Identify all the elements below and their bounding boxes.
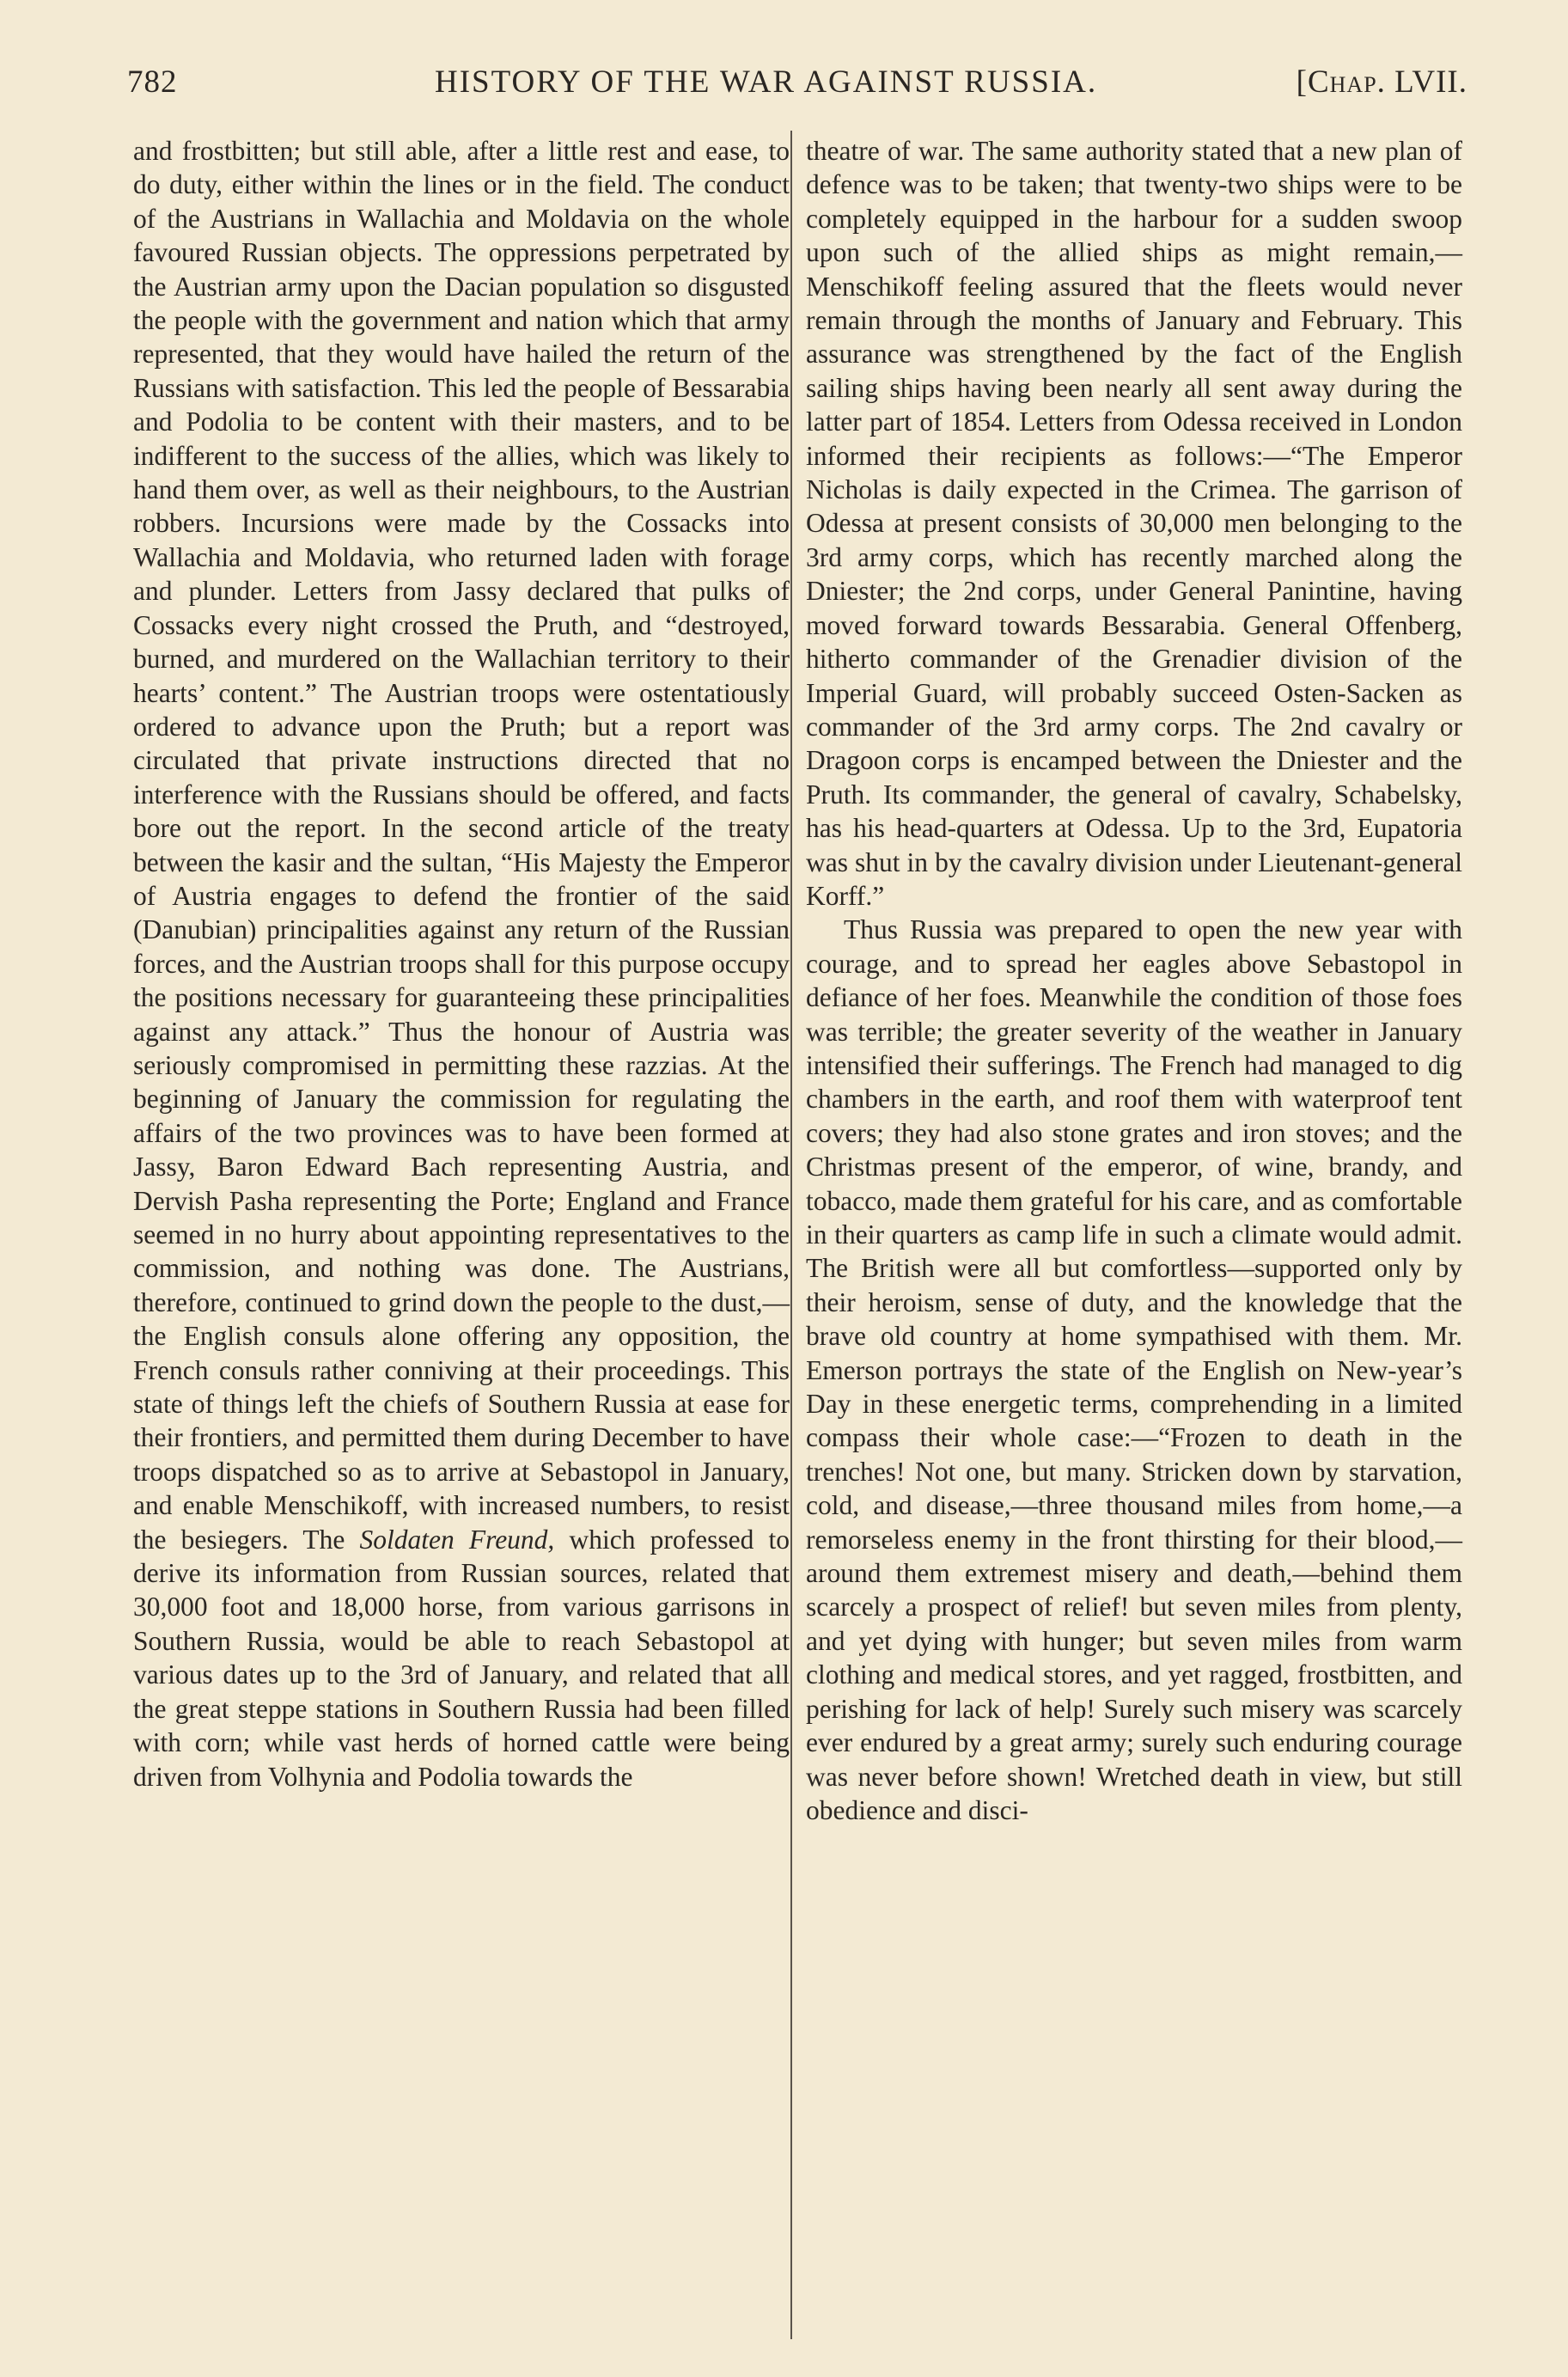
column-divider xyxy=(790,131,792,2339)
left-column xyxy=(133,134,790,1793)
chapter-reference: [Chap. LVII. xyxy=(1296,64,1467,100)
right-paragraph-1: theatre of war. The same authority stated that a new plan of defence was to be taken; that twenty-two ships were to be completely equipped in the harbour for a sudden swoop upon such of the allied ships as might remain,—Menschikoff feeling assured that the fleets would never remain through the months of January and February. This assurance was strengthened by the fact of the English sailing ships having been nearly all sent away during the latter part of 1854. Letters from Odessa received in London informed their recipients as follows:—“The Emperor Nicholas is daily expected in the Crimea. The garrison of Odessa at present consists of 30,000 men belonging to the 3rd army corps, which has recently marched along the Dniester; the 2nd corps, under General Panintine, having moved forward towards Bessarabia. General Offenberg, hitherto commander of the Grenadier division of the Imperial Guard, will probably succeed Osten-Sacken as commander of the 3rd army corps. The 2nd cavalry or Dragoon corps is encamped between the Dniester and the Pruth. Its commander, the general of cavalry, Schabelsky, has his head-quarters at Odessa. Up to the 3rd, Eupatoria was shut in by the cavalry division under Lieutenant-general Korff.” xyxy=(806,136,1462,911)
page-header xyxy=(127,57,1467,117)
newspaper-title: Soldaten Freund, xyxy=(359,1524,555,1555)
right-paragraph-2: Thus Russia was prepared to open the new year with courage, and to spread her eagles above Sebastopol in defiance of her foes. Meanwhile the condition of those foes was terrible; the greater severity of the weather in January intensified their sufferings. The French had managed to dig chambers in the earth, and roof them with waterproof tent covers; they had also stone grates and iron stoves; and the Christmas present of the emperor, of wine, brandy, and tobacco, made them grateful for his care, and as comfortable in their quarters as camp life in such a climate would admit. The British were all but comfortless—supported only by their heroism, sense of duty, and the knowledge that the brave old country at home sympathised with them. Mr. Emerson portrays the state of the English on New-year’s Day in these energetic terms, comprehending in a limited compass their whole case:—“Frozen to death in the trenches! Not one, but many. Stricken down by starvation, cold, and disease,—three thousand miles from home,—a remorseless enemy in the front thirsting for their blood,—around them extremest misery and death,—behind them scarcely a prospect of relief! but seven miles from plenty, and yet dying with hunger; but seven miles from warm clothing and medical stores, and yet ragged, frostbitten, and perishing for lack of help! Surely such misery was scarcely ever endured by a great army; surely such enduring courage was never before shown! Wretched death in view, but still obedience and disci- xyxy=(806,914,1462,1825)
page-number: 782 xyxy=(127,64,178,100)
left-text-part-1: and frostbitten; but still able, after a little rest and ease, to do duty, either within the lines or in the field. The conduct of the Austrians in Wallachia and Moldavia on the whole favoured Russian objects. The oppressions perpetrated by the Austrian army upon the Dacian population so disgusted the people with the government and nation which that army represented, that they would have hailed the return of the Russians with satisfaction. This led the people of Bessarabia and Podolia to be content with their masters, and to be indifferent to the success of the allies, which was likely to hand them over, as well as their neighbours, to the Austrian robbers. Incursions were made by the Cossacks into Wallachia and Moldavia, who returned laden with forage and plunder. Letters from Jassy declared that pulks of Cossacks every night crossed the Pruth, and “destroyed, burned, and murdered on the Wallachian territory to their hearts’ content.” The Austrian troops were ostentatiously ordered to advance upon the Pruth; but a report was circulated that private instructions directed that no interference with the Russians should be offered, and facts bore out the report. In the second article of the treaty between the kasir and the sultan, “His Majesty the Emperor of Austria engages to defend the frontier of the said (Danubian) principalities against any return of the Russian forces, and the Austrian troops shall for this purpose occupy the positions necessary for guaranteeing these principalities against any attack.” Thus the honour of Austria was seriously compromised in permitting these razzias. At the beginning of January the commission for regulating the affairs of the two provinces was to have been formed at Jassy, Baron Edward Bach representing Austria, and Dervish Pasha representing the Porte; England and France seemed in no hurry about appointing representatives to the commission, and nothing was done. The Austrians, therefore, continued to grind down the people to the dust,—the English consuls alone offering any opposition, the French consuls rather conniving at their proceedings. This state of things left the chiefs of Southern Russia at ease for their frontiers, and permitted them during December to have troops dispatched so as to arrive at Sebastopol in January, and enable Menschikoff, with increased numbers, to resist the besiegers. The xyxy=(133,136,790,1555)
left-paragraph-1 xyxy=(133,134,790,1793)
left-text-part-2: which professed to derive its information from Russian sources, related that 30,000 foot and 18,000 horse, from various garrisons in Southern Russia, would be able to reach Sebastopol at various dates up to the 3rd of January, and related that all the great steppe stations in Southern Russia had been filled with corn; while vast herds of horned cattle were being driven from Volhynia and Podolia towards the xyxy=(133,1524,790,1792)
right-column xyxy=(806,134,1462,1827)
running-title: HISTORY OF THE WAR AGAINST RUSSIA. xyxy=(435,64,1098,100)
